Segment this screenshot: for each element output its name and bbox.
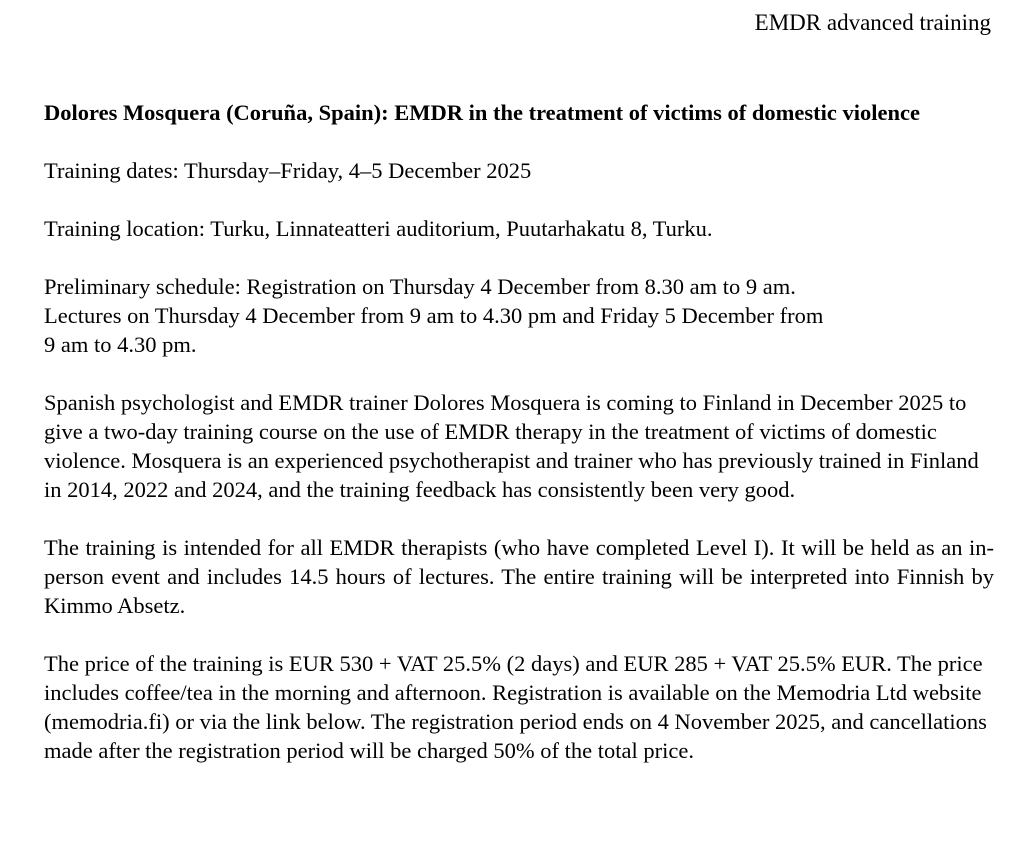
schedule-line-3: 9 am to 4.30 pm. <box>44 332 197 357</box>
schedule-line-1: Preliminary schedule: Registration on Thursday 4 December from 8.30 am to 9 am. <box>44 274 796 299</box>
page-header: EMDR advanced training <box>754 10 991 35</box>
document-body <box>44 98 994 794</box>
audience-paragraph: The training is intended for all EMDR therapists (who have completed Level I). It will be held as an in-person event and includes 14.5 hours of lectures. The entire training will be interpreted into Finnish by Kimmo Absetz. <box>44 535 994 618</box>
document-title: Dolores Mosquera (Coruña, Spain): EMDR in the treatment of victims of domestic violence <box>44 100 920 125</box>
training-dates: Training dates: Thursday–Friday, 4–5 December 2025 <box>44 158 532 183</box>
intro-paragraph: Spanish psychologist and EMDR trainer Dolores Mosquera is coming to Finland in December 2025 to give a two-day training course on the use of EMDR therapy in the treatment of victims of domestic violence. Mosquera is an experienced psychotherapist and trainer who has previously trained in Finland in 2014, 2022 and 2024, and the training feedback has consistently been very good. <box>44 390 979 502</box>
schedule-line-2: Lectures on Thursday 4 December from 9 am to 4.30 pm and Friday 5 December from <box>44 303 824 328</box>
price-paragraph: The price of the training is EUR 530 + VAT 25.5% (2 days) and EUR 285 + VAT 25.5% EUR. The price includes coffee/tea in the morning and afternoon. Registration is available on the Memodria Ltd website (memodria.fi) or via the link below. The registration period ends on 4 November 2025, and cancellations made after the registration period will be charged 50% of the total price. <box>44 651 987 763</box>
preliminary-schedule <box>44 272 994 359</box>
training-location: Training location: Turku, Linnateatteri auditorium, Puutarhakatu 8, Turku. <box>44 216 713 241</box>
